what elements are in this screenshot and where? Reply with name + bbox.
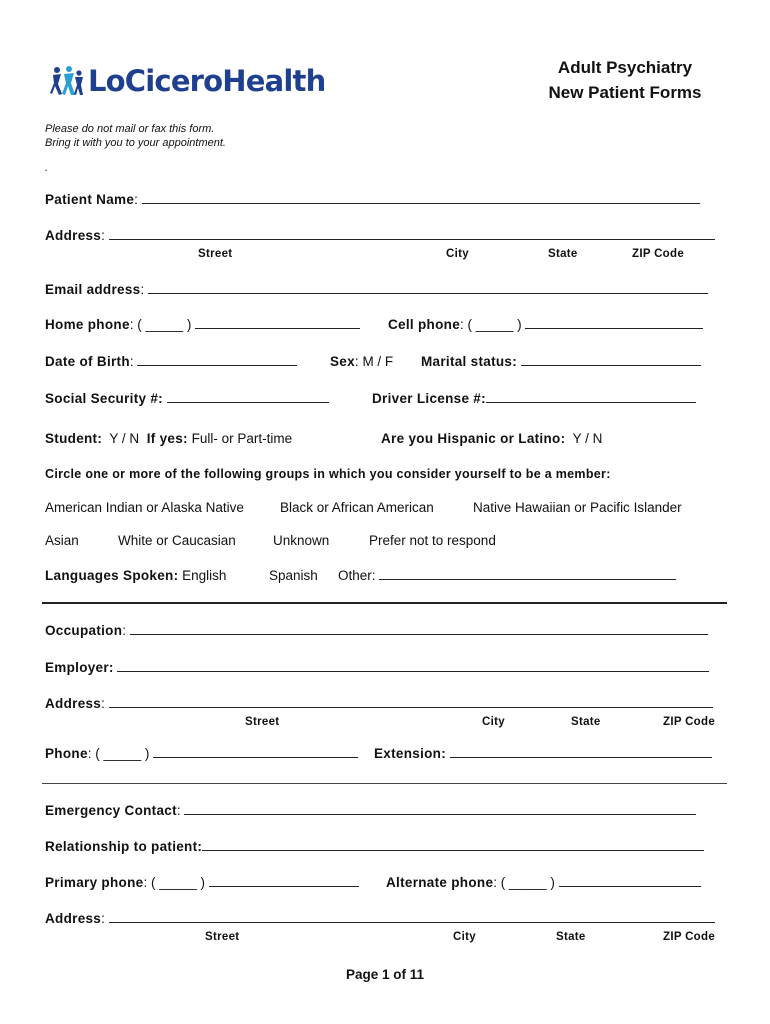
hispanic-options[interactable]: Y / N — [572, 431, 603, 446]
primary-area-code-field[interactable]: _____ — [159, 875, 197, 890]
groups-instruction — [45, 467, 611, 481]
sex-label: Sex — [330, 354, 355, 369]
employer-label: Employer: — [45, 660, 114, 675]
language-other-row — [338, 568, 676, 583]
emergency-address-field[interactable] — [109, 911, 715, 923]
patient-name-field[interactable] — [142, 192, 700, 204]
dl-field[interactable] — [486, 391, 696, 403]
email-label: Email address — [45, 282, 141, 297]
home-phone-label: Home phone — [45, 317, 130, 332]
employer-phone-label: Phone — [45, 746, 88, 761]
cell-area-open: ( — [467, 317, 473, 332]
alternate-area-open: ( — [500, 875, 506, 890]
email-row: Email address: — [45, 282, 708, 297]
dl-label: Driver License #: — [372, 391, 486, 406]
employer-area-open: ( — [95, 746, 100, 761]
dob-label: Date of Birth — [45, 354, 130, 369]
if-yes-options[interactable]: Full- or Part-time — [191, 431, 293, 446]
alternate-area-code-field[interactable]: _____ — [509, 875, 547, 890]
emergency-contact-field[interactable] — [184, 803, 696, 815]
languages-label: Languages Spoken: — [45, 568, 179, 583]
phone-row: Home phone: ( _____ ) — [45, 317, 360, 332]
occupation-row: Occupation: — [45, 623, 708, 638]
language-spanish[interactable]: Spanish — [269, 568, 318, 583]
email-field[interactable] — [148, 282, 708, 294]
if-yes-label: If yes: — [146, 431, 188, 446]
student-options[interactable]: Y / N — [109, 431, 140, 446]
ssn-field[interactable] — [167, 391, 329, 403]
ssn-row — [45, 391, 329, 406]
primary-phone-label: Primary phone — [45, 875, 144, 890]
group-option-black[interactable]: Black or African American — [280, 500, 434, 515]
logo — [50, 64, 325, 98]
employer-area-close: ) — [144, 746, 150, 761]
patient-zip-caption: ZIP Code — [632, 248, 685, 260]
employer-city-caption: City — [482, 716, 505, 728]
primary-area-open: ( — [150, 875, 156, 890]
section-divider-2 — [42, 783, 727, 784]
patient-name-label: Patient Name — [45, 192, 135, 207]
marital-field[interactable] — [521, 354, 701, 366]
emergency-street-caption: Street — [205, 931, 240, 943]
primary-phone-field[interactable] — [209, 875, 359, 887]
alternate-phone-field[interactable] — [559, 875, 701, 887]
patient-address-field[interactable] — [109, 228, 715, 240]
logo-text: LoCiceroHealth — [88, 64, 326, 98]
emergency-zip-caption: ZIP Code — [663, 931, 716, 943]
primary-area-close: ) — [200, 875, 206, 890]
relationship-label: Relationship to patient: — [45, 839, 203, 854]
marital-label: Marital status: — [421, 354, 518, 369]
languages-row — [45, 568, 226, 583]
dob-row: Date of Birth: — [45, 354, 297, 369]
occupation-label: Occupation — [45, 623, 123, 638]
student-label: Student: — [45, 431, 103, 446]
emergency-state-caption: State — [556, 931, 586, 943]
language-other-field[interactable] — [379, 568, 676, 580]
notice-line1: Please do not mail or fax this form. — [45, 123, 215, 135]
employer-phone-row: Phone: ( _____ ) — [45, 746, 358, 761]
form-title-line1: Adult Psychiatry — [557, 58, 693, 77]
home-phone-field[interactable] — [195, 317, 360, 329]
home-area-close: ) — [186, 317, 192, 332]
groups-instruction-text: Circle one or more of the following groups in which you consider yourself to be a member: — [45, 467, 611, 481]
emergency-address-row: Address: — [45, 911, 715, 926]
extension-field[interactable] — [450, 746, 712, 758]
employer-phone-field[interactable] — [153, 746, 358, 758]
notice-dot: . — [45, 162, 49, 174]
cell-phone-field[interactable] — [525, 317, 703, 329]
employer-street-caption: Street — [245, 716, 280, 728]
section-divider-1 — [42, 602, 727, 604]
patient-city-caption: City — [446, 248, 469, 260]
patient-address-label: Address — [45, 228, 102, 243]
emergency-contact-row: Emergency Contact: — [45, 803, 696, 818]
employer-address-label: Address — [45, 696, 102, 711]
cell-phone-label: Cell phone — [388, 317, 461, 332]
dl-row — [372, 391, 696, 406]
patient-address-row: Address: — [45, 228, 715, 243]
cell-area-close: ) — [517, 317, 522, 332]
language-other-label: Other: — [338, 568, 376, 583]
patient-name-row: Patient Name: — [45, 192, 700, 207]
logo-figures-icon — [50, 64, 84, 98]
alternate-phone-row: Alternate phone: ( _____ ) — [386, 875, 701, 890]
ssn-label: Social Security #: — [45, 391, 163, 406]
group-option-asian[interactable]: Asian — [45, 533, 79, 548]
group-option-unknown[interactable]: Unknown — [273, 533, 330, 548]
patient-state-caption: State — [548, 248, 578, 260]
extension-row — [374, 746, 712, 761]
emergency-city-caption: City — [453, 931, 476, 943]
language-english[interactable]: English — [182, 568, 227, 583]
dob-field[interactable] — [137, 354, 297, 366]
notice-line2: Bring it with you to your appointment. — [45, 137, 226, 149]
emergency-contact-label: Emergency Contact — [45, 803, 177, 818]
alternate-area-close: ) — [550, 875, 555, 890]
primary-phone-row: Primary phone: ( _____ ) — [45, 875, 359, 890]
sex-options[interactable]: M / F — [362, 354, 394, 369]
form-title-line2: New Patient Forms — [548, 83, 702, 102]
employer-address-field[interactable] — [109, 696, 713, 708]
employer-state-caption: State — [571, 716, 601, 728]
home-area-code-field[interactable]: _____ — [145, 317, 184, 332]
patient-street-caption: Street — [198, 248, 233, 260]
cell-phone-row: Cell phone: ( _____ ) — [388, 317, 703, 332]
employer-zip-caption: ZIP Code — [663, 716, 716, 728]
relationship-row — [45, 839, 704, 854]
alternate-phone-label: Alternate phone — [386, 875, 494, 890]
sex-row: Sex: M / F — [330, 354, 394, 369]
home-area-open: ( — [137, 317, 142, 332]
marital-row — [421, 354, 701, 369]
group-option-american-indian[interactable]: American Indian or Alaska Native — [45, 500, 244, 515]
relationship-field[interactable] — [202, 839, 704, 851]
student-row — [45, 431, 292, 446]
occupation-field[interactable] — [130, 623, 708, 635]
extension-label: Extension: — [374, 746, 447, 761]
page-number: Page 1 of 11 — [346, 967, 425, 982]
hispanic-row — [381, 431, 602, 446]
group-option-native-hawaiian[interactable]: Native Hawaiian or Pacific Islander — [473, 500, 682, 515]
group-option-white[interactable]: White or Caucasian — [118, 533, 236, 548]
hispanic-label: Are you Hispanic or Latino: — [381, 431, 566, 446]
group-option-prefer-not[interactable]: Prefer not to respond — [369, 533, 496, 548]
emergency-address-label: Address — [45, 911, 102, 926]
employer-row — [45, 660, 709, 675]
employer-address-row: Address: — [45, 696, 713, 711]
employer-field[interactable] — [117, 660, 709, 672]
employer-area-code-field[interactable]: _____ — [103, 746, 142, 761]
cell-area-code-field[interactable]: _____ — [475, 317, 514, 332]
